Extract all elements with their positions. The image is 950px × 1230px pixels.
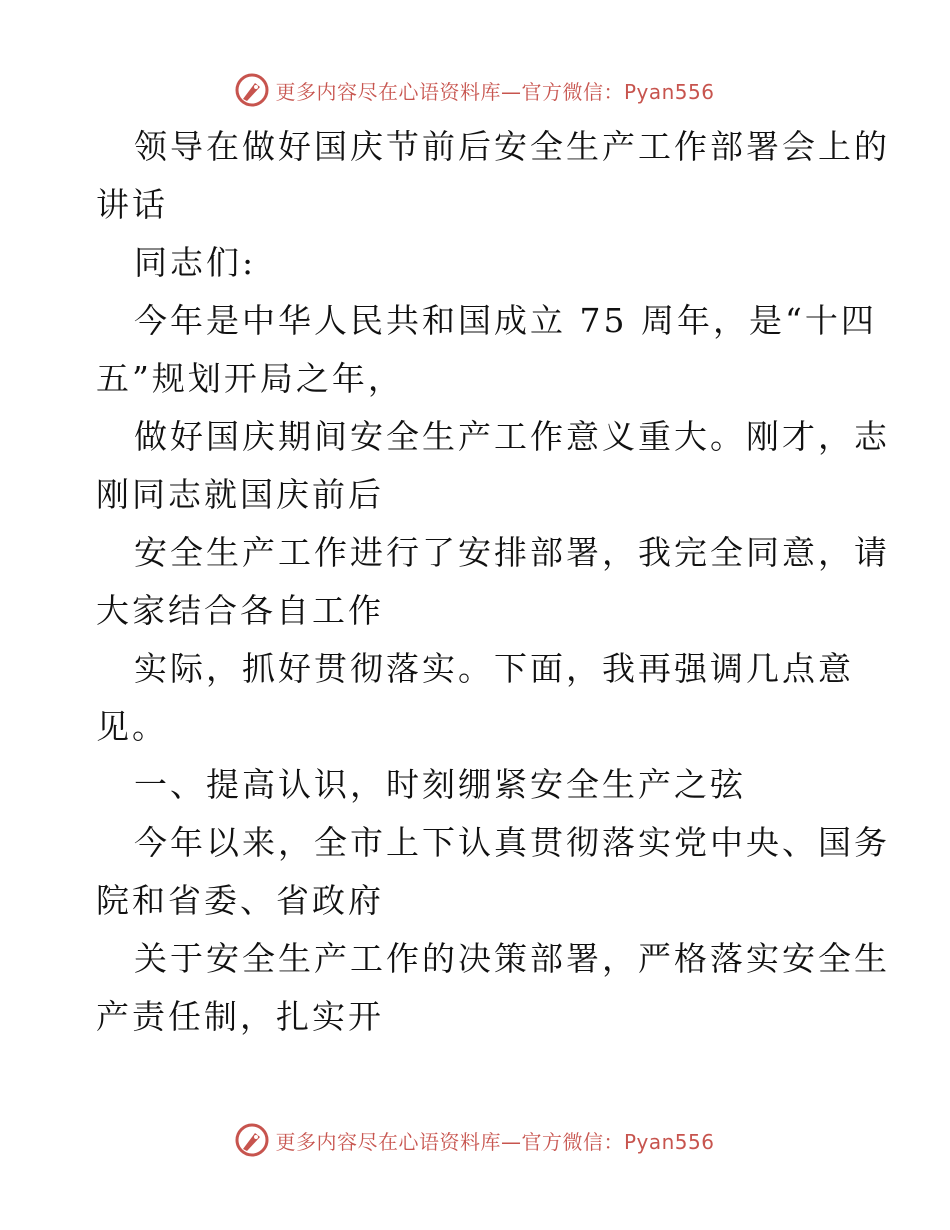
paragraph-line: 刚同志就国庆前后 [96, 475, 384, 514]
footer-watermark-banner [0, 1120, 950, 1160]
title-line-2: 讲话 [96, 185, 168, 224]
section-heading: 一、提高认识，时刻绷紧安全生产之弦 [134, 765, 746, 804]
paragraph-line: 今年是中华人民共和国成立 75 周年，是“十四 [134, 301, 877, 340]
document-body [96, 118, 890, 1046]
paragraph-line: 见。 [96, 707, 168, 746]
paragraph-line: 大家结合各自工作 [96, 591, 384, 630]
footer-watermark-text: 更多内容尽在心语资料库—官方微信：Pyan556 [275, 1129, 715, 1154]
paragraph-line: 实际，抓好贯彻落实。下面，我再强调几点意 [134, 649, 854, 688]
paragraph-line: 院和省委、省政府 [96, 881, 384, 920]
pen-nib-logo-icon [235, 73, 269, 107]
footer-watermark [235, 1123, 714, 1157]
paragraph-line: 五”规划开局之年， [96, 359, 404, 398]
paragraph-line: 做好国庆期间安全生产工作意义重大。刚才，志 [134, 417, 890, 456]
pen-nib-logo-icon [235, 1123, 269, 1157]
header-watermark-text: 更多内容尽在心语资料库—官方微信：Pyan556 [275, 79, 715, 104]
header-watermark [235, 73, 714, 107]
salutation: 同志们: [134, 243, 257, 282]
paragraph-line: 关于安全生产工作的决策部署，严格落实安全生 [134, 939, 890, 978]
paragraph-line: 产责任制，扎实开 [96, 997, 384, 1036]
paragraph-line: 安全生产工作进行了安排部署，我完全同意，请 [134, 533, 890, 572]
paragraph-line: 今年以来，全市上下认真贯彻落实党中央、国务 [134, 823, 890, 862]
header-watermark-banner [0, 70, 950, 110]
title-line-1: 领导在做好国庆节前后安全生产工作部署会上的 [134, 127, 890, 166]
